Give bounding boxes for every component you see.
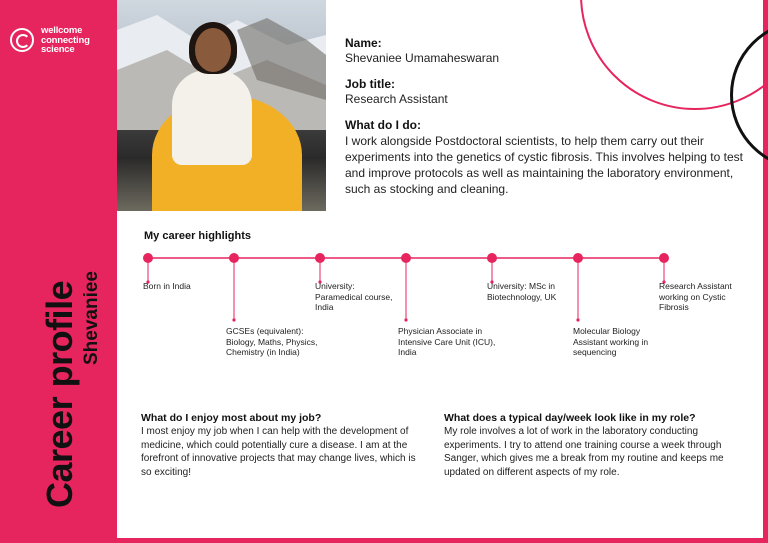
timeline-label-6: Molecular Biology Assistant working in sequencing: [573, 326, 649, 357]
enjoy-text: I most enjoy my job when I can help with the development of medicine, which could potentially cure a disease. I am at the forefront of innovative projects that may change lives, which is so exciting!: [141, 426, 416, 478]
timeline-end-dot-6: [576, 318, 579, 321]
job-title-value: Research Assistant: [345, 92, 448, 106]
timeline-label-1: Born in India: [143, 281, 191, 291]
timeline-label-7: Research Assistant working on Cystic Fibrosis: [659, 281, 732, 312]
career-highlights-title: My career highlights: [144, 230, 251, 242]
logo-line-1: wellcome: [41, 25, 83, 36]
logo-line-3: science: [41, 44, 75, 55]
timeline-label-4: Physician Associate in Intensive Care Unit (ICU), India: [398, 326, 496, 357]
timeline-dot-7: [659, 253, 669, 263]
name-label: Name:: [345, 36, 382, 50]
timeline-dot-6: [573, 253, 583, 263]
what-label: What do I do:: [345, 118, 421, 132]
timeline-dot-2: [229, 253, 239, 263]
name-value: Shevaniee Umamaheswaran: [345, 51, 500, 65]
page-subtitle: Shevaniee: [81, 271, 102, 365]
typical-section: [444, 412, 724, 479]
timeline-label-3: University: Paramedical course, India: [315, 281, 393, 312]
enjoy-section: [141, 412, 421, 479]
page-title: Career profile: [39, 280, 80, 508]
what-text: I work alongside Postdoctoral scientists, to help them carry out their experiments into the genetics of cystic fibrosis. This involves helping to test and improve protocols as well as maintaining the laboratory environment, such as stocking and cleaning.: [345, 134, 743, 196]
timeline-dot-1: [143, 253, 153, 263]
timeline-label-5: University: MSc in Biotechnology, UK: [487, 281, 557, 302]
typical-text: My role involves a lot of work in the laboratory conducting experiments. I try to attend one training course a week through Sanger, which gives me a break from my routine and keeps me updated on different aspects of my role.: [444, 426, 724, 478]
timeline-dot-5: [487, 253, 497, 263]
logo-line-2: connecting: [41, 34, 90, 46]
timeline-dot-3: [315, 253, 325, 263]
typical-heading: What does a typical day/week look like in my role?: [444, 412, 696, 424]
timeline-label-2: GCSEs (equivalent): Biology, Maths, Physics, Chemistry (in India): [226, 326, 318, 357]
job-title-label: Job title:: [345, 77, 395, 91]
enjoy-heading: What do I enjoy most about my job?: [141, 412, 322, 424]
timeline-end-dot-2: [232, 318, 235, 321]
timeline-end-dot-4: [404, 318, 407, 321]
timeline-dot-4: [401, 253, 411, 263]
